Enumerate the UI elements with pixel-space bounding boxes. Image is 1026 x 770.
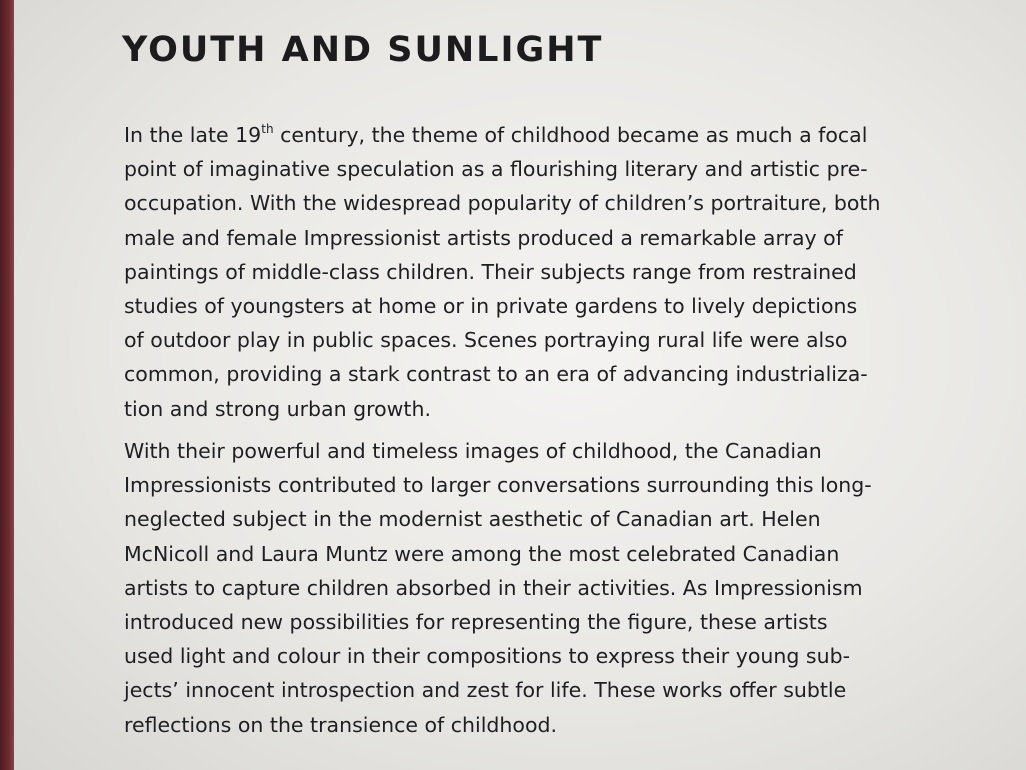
text-segment: century, the theme of childhood became as much a focal xyxy=(273,123,868,147)
paragraph-2 xyxy=(124,434,924,742)
text-line: With their powerful and timeless images of childhood, the Canadian xyxy=(124,439,822,463)
text-line: neglected subject in the modernist aesthetic of Canadian art. Helen xyxy=(124,507,821,532)
text-line: tion and strong urban growth. xyxy=(124,396,431,421)
text-line: paintings of middle-class children. Their subjects range from restrained xyxy=(124,259,857,284)
superscript: th xyxy=(261,122,274,136)
text-line xyxy=(124,118,924,152)
text-segment: In the late 19 xyxy=(124,123,262,147)
panel-title: YOUTH AND SUNLIGHT xyxy=(122,30,604,70)
text-line: Impressionists contributed to larger conversations surrounding this long- xyxy=(124,473,872,498)
text-line: of outdoor play in public spaces. Scenes portraying rural life were also xyxy=(124,328,848,353)
text-line: jects’ innocent introspection and zest for life. These works offer subtle xyxy=(124,678,847,703)
text-line: reflections on the transience of childhood. xyxy=(124,712,558,737)
text-line: male and female Impressionist artists produced a remarkable array of xyxy=(124,225,843,250)
text-line: artists to capture children absorbed in their activities. As Impressionism xyxy=(124,575,863,600)
text-line: introduced new possibilities for representing the figure, these artists xyxy=(124,610,828,635)
text-line: occupation. With the widespread popularity of children’s portraiture, both xyxy=(124,191,881,216)
text-line: common, providing a stark contrast to an era of advancing industrializa- xyxy=(124,362,868,387)
paragraph-1 xyxy=(124,118,924,426)
label-panel xyxy=(14,0,1026,770)
text-line: studies of youngsters at home or in private gardens to lively depictions xyxy=(124,294,858,319)
text-line: point of imaginative speculation as a flourishing literary and artistic pre- xyxy=(124,157,868,182)
text-line: used light and colour in their compositions to express their young sub- xyxy=(124,644,851,669)
wall-edge xyxy=(0,0,14,770)
text-line: McNicoll and Laura Muntz were among the most celebrated Canadian xyxy=(124,541,840,566)
